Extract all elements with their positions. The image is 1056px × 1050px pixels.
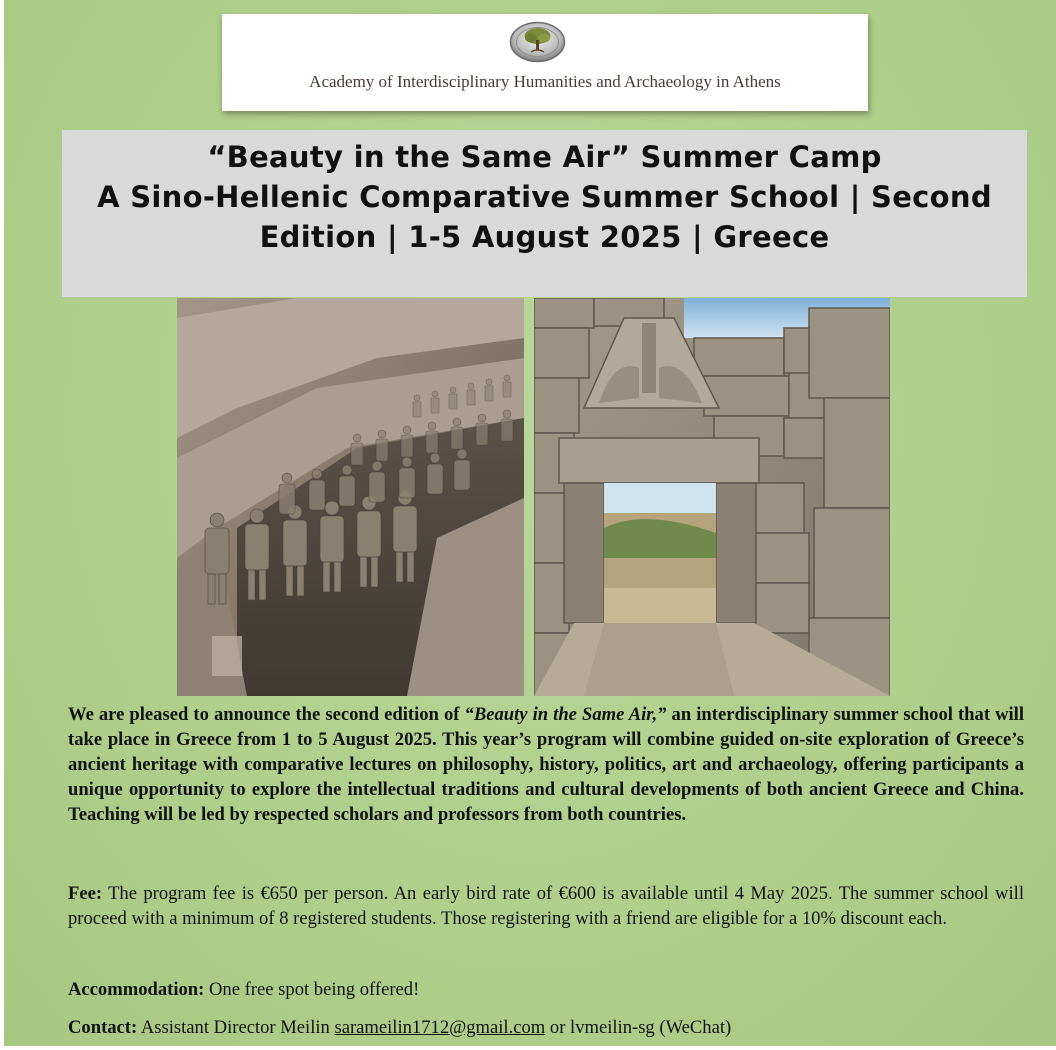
tree-seal-icon [509, 21, 566, 63]
academy-logo-banner [222, 14, 868, 111]
academy-name: Academy of Interdisciplinary Humanities and Archaeology in Athens [309, 72, 781, 91]
fee-label: Fee: [68, 883, 103, 904]
intro-paragraph [68, 702, 1024, 827]
fee-paragraph [68, 881, 1024, 931]
title-line-2: A Sino-Hellenic Comparative Summer School | Second [97, 180, 992, 214]
contact-wechat-text: or lvmeilin-sg (WeChat) [545, 1017, 732, 1038]
accommodation-paragraph [68, 977, 1024, 1002]
intro-text-2: an interdisciplinary summer school that will take place in Greece from 1 to 5 August 2025. This year’s program will combine guided on-site exploration of Greece’s ancient heritage with comparative lectures on philosophy, history, politics, art and archaeology, offering participants a unique opportunity to explore the intellectual traditions and cultural developments of both ancient Greece and China. Teaching will be led by respected scholars and professors from both countries. [68, 704, 1025, 825]
title-banner [62, 130, 1027, 297]
contact-paragraph [68, 1015, 1024, 1040]
contact-email-link[interactable]: sarameilin1712@gmail.com [334, 1017, 546, 1038]
fee-text: The program fee is €650 per person. An early bird rate of €600 is available until 4 May 2025. The summer school will proceed with a minimum of 8 registered students. Those registering with a friend are eligible for a 10% discount each. [68, 883, 1024, 929]
contact-text: Assistant Director Meilin [137, 1017, 335, 1038]
program-name: “Beauty in the Same Air,” [464, 704, 667, 725]
contact-label: Contact: [68, 1017, 138, 1038]
terracotta-warriors-photo [177, 298, 524, 696]
title-line-3: Edition | 1-5 August 2025 | Greece [259, 220, 830, 254]
accommodation-label: Accommodation: [68, 979, 205, 1000]
intro-text-1: We are pleased to announce the second edition of [68, 704, 465, 725]
poster [4, 0, 1056, 1046]
title-line-1: “Beauty in the Same Air” Summer Camp [207, 140, 882, 174]
accommodation-text: One free spot being offered! [204, 979, 420, 1000]
lion-gate-photo [534, 298, 890, 696]
